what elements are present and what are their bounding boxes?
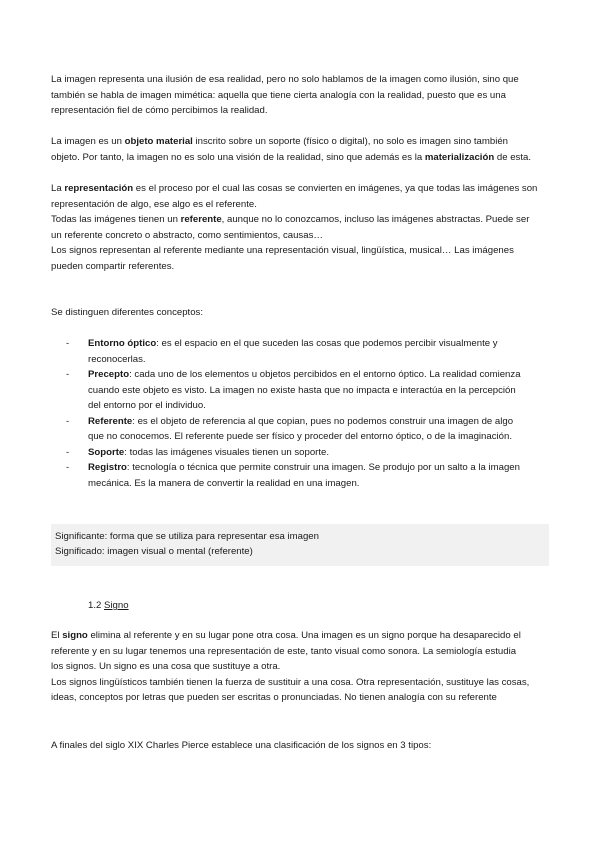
bold-term: Entorno óptico <box>88 338 157 349</box>
paragraph-representacion <box>51 181 551 274</box>
text-line: Los signos representan al referente mediante una representación visual, lingüística, musical… Las imágenes <box>51 245 514 256</box>
text-line: representación de algo, ese algo es el referente. <box>51 198 257 210</box>
text-line <box>51 628 551 644</box>
text-line: también se habla de imagen mimética: aquella que tiene cierta analogía con la realidad, puesto que es una <box>51 89 506 101</box>
bold-term: Referente <box>88 415 133 427</box>
bullet-dash: - <box>66 446 70 458</box>
text-line: ideas, conceptos por letras que pueden ser escritas o pronunciadas. No tienen analogía con su referente <box>51 692 497 703</box>
text-run: cuando este objeto es visto. La imagen no existe hasta que no impacta e interactúa en la percepción <box>88 384 516 396</box>
list-item-referente <box>66 414 550 445</box>
text-line: La imagen representa una ilusión de esa realidad, pero no solo hablamos de la imagen como ilusión, sino que <box>51 74 519 85</box>
text-line: Los signos lingüísticos también tienen la fuerza de sustituir a una cosa. Otra representación, sustituye las cosas, <box>51 676 530 688</box>
text-run: reconocerlas. <box>88 353 146 365</box>
text-run: del entorno por el individuo. <box>88 400 206 411</box>
text-line: representación fiel de cómo percibimos la realidad. <box>51 105 268 116</box>
list-item-registro <box>66 460 550 491</box>
text-run: El <box>51 630 63 641</box>
text-run: : es el espacio en el que suceden las cosas que podemos percibir visualmente y <box>156 338 498 349</box>
paragraph-objeto <box>51 134 551 165</box>
section-title: Signo <box>104 600 129 611</box>
bold-term: Precepto <box>88 369 130 380</box>
text-run: : todas las imágenes visuales tienen un soporte. <box>124 446 330 458</box>
list-item-entorno-optico <box>66 336 550 367</box>
text-run: inscrito sobre un soporte (físico o digital), no solo es imagen sino también <box>192 136 509 147</box>
text-line: Significante: forma que se utiliza para representar esa imagen <box>55 531 319 542</box>
bold-term: materialización <box>424 151 495 163</box>
bold-term: objeto material <box>124 136 193 147</box>
text-run: de esta. <box>494 151 532 163</box>
bullet-dash: - <box>66 462 70 473</box>
bold-term: referente <box>180 214 222 225</box>
bullet-dash: - <box>66 338 70 349</box>
text-run: elimina al referente y en su lugar pone otra cosa. Una imagen es un signo porque ha desaparecido el <box>87 630 521 641</box>
text-run: Todas las imágenes tienen un <box>51 214 181 225</box>
text-line: referente y en su lugar tenemos una representación de este, tanto visual como sonora. La semiología estudia <box>51 645 517 657</box>
text-run: mecánica. Es la manera de convertir la realidad en una imagen. <box>88 477 360 489</box>
text-run: , aunque no lo conozcamos, incluso las imágenes abstractas. Puede ser <box>221 214 530 225</box>
text-line <box>51 134 551 150</box>
text-run: es el proceso por el cual las cosas se convierten en imágenes, ya que todas las imágenes son <box>133 183 538 194</box>
text-run: que no conocemos. El referente puede ser físico y proceder del entorno óptico, o de la imaginación. <box>88 431 512 442</box>
text-line: Significado: imagen visual o mental (referente) <box>55 546 253 557</box>
paragraph-intro <box>51 72 551 119</box>
text-line <box>51 150 551 166</box>
bold-term: Soporte <box>88 446 125 458</box>
text-line: un referente concreto o abstracto, como sentimientos, causas… <box>51 229 323 241</box>
text-line <box>51 212 551 228</box>
text-run: : es el objeto de referencia al que copian, pues no podemos construir una imagen de algo <box>132 415 514 427</box>
list-item-soporte <box>66 445 550 461</box>
text-run: : cada uno de los elementos u objetos percibidos en el entorno óptico. La realidad comienza <box>129 369 521 380</box>
text-line: los signos. Un signo es una cosa que sustituye a otra. <box>51 661 281 672</box>
list-item-precepto <box>66 367 550 414</box>
bullet-dash: - <box>66 415 70 427</box>
bold-term: Registro <box>88 462 127 473</box>
bullet-dash: - <box>66 369 70 380</box>
paragraph-signo <box>51 628 551 706</box>
conceptos-intro: Se distinguen diferentes conceptos: <box>51 307 204 318</box>
paragraph-final: A finales del siglo XIX Charles Pierce establece una clasificación de los signos en 3 tipos: <box>51 740 432 751</box>
text-run: La <box>51 183 65 194</box>
section-heading <box>88 598 129 614</box>
bold-term: signo <box>62 630 88 641</box>
section-number: 1.2 <box>88 600 105 611</box>
text-run: objeto. Por tanto, la imagen no es solo una visión de la realidad, sino que además es la <box>51 151 425 163</box>
bold-term: representación <box>64 183 134 194</box>
text-line <box>51 181 551 197</box>
text-line: pueden compartir referentes. <box>51 260 175 272</box>
text-run: : tecnología o técnica que permite construir una imagen. Se produjo por un salto a la imagen <box>126 462 520 473</box>
shaded-definition-box <box>51 524 549 566</box>
text-run: La imagen es un <box>51 136 125 147</box>
conceptos-list <box>66 336 550 491</box>
